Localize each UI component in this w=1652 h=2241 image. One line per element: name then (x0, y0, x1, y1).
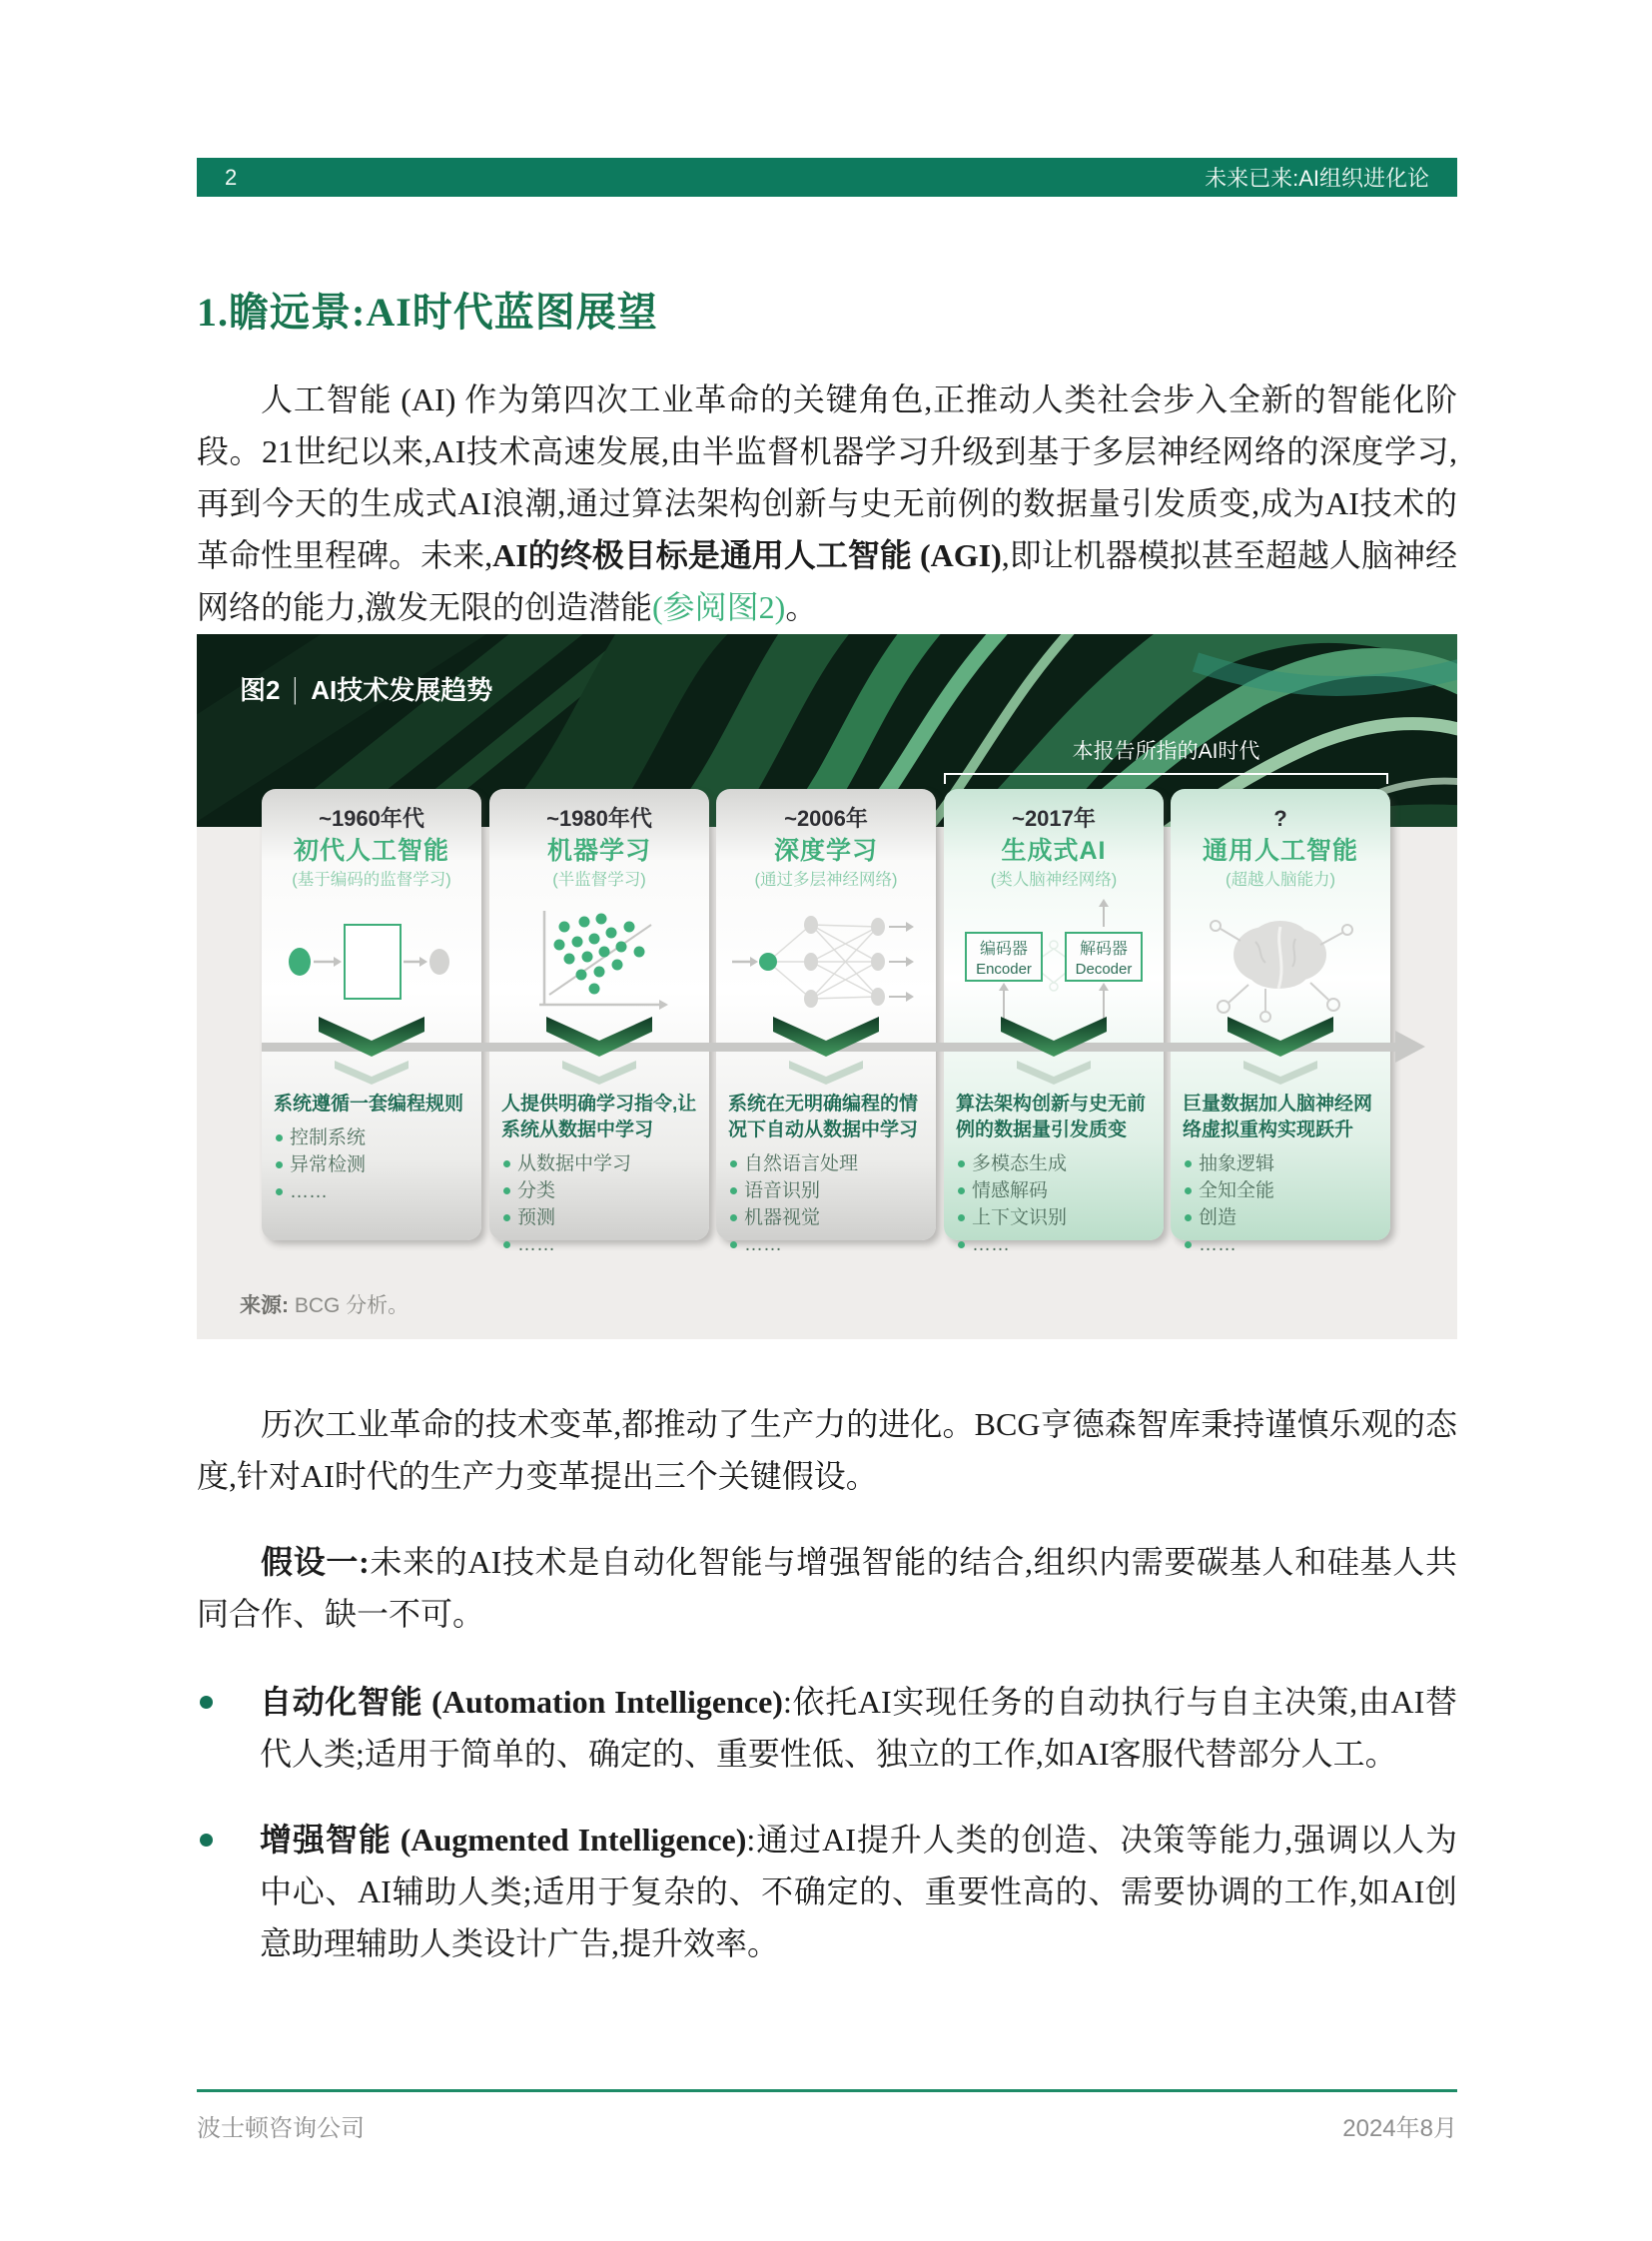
bullet-dot-icon (276, 1161, 283, 1168)
list-item (1183, 1150, 1378, 1177)
column-description (274, 1092, 469, 1205)
bullet-dot-icon (730, 1160, 737, 1167)
page-number: 2 (225, 164, 238, 190)
era-bracket (944, 773, 1388, 784)
chevron-down-icon (767, 1017, 885, 1092)
decoder-box-label-zh: 解码器 (1079, 941, 1129, 958)
year-label: ~2006年 (784, 806, 868, 831)
list-item (501, 1204, 697, 1231)
list-item (956, 1177, 1152, 1204)
year-label: ~1980年代 (546, 806, 652, 831)
bullet-dot-icon (1185, 1160, 1192, 1167)
chevron-down-icon (1222, 1017, 1339, 1092)
list-item (501, 1150, 697, 1177)
hypothesis-text: 未来的AI技术是自动化智能与增强智能的结合,组织内需要碳基人和硅基人共同合作、缺一不可。 (197, 1544, 1457, 1632)
column-title: 通用人工智能 (1202, 837, 1358, 865)
column-header (262, 789, 481, 892)
bullet-text: :通过AI提升人类的创造、决策等能力,强调以人为中心、AI辅助人类;适用于复杂的、不确定的、重要性高的、需要协调的工作,如AI创意助理辅助人类设计广告,提升效率。 (260, 1822, 1457, 1961)
list-item-label: 语音识别 (744, 1180, 821, 1201)
list-item-label: …… (744, 1234, 782, 1255)
column-title: 深度学习 (773, 837, 878, 865)
source-label: 来源: (240, 1294, 289, 1317)
column-header (944, 789, 1164, 892)
bullet-dot-icon (958, 1187, 965, 1194)
bullet-term: 增强智能 (Augmented Intelligence) (260, 1822, 747, 1858)
chevron-down-icon (313, 1017, 430, 1092)
list-item (728, 1204, 924, 1231)
footer (197, 2089, 1457, 2143)
bullet-dot-icon (276, 1134, 283, 1141)
figure-label-divider: | (293, 670, 298, 706)
source-note (240, 1289, 409, 1319)
list-item (1183, 1231, 1378, 1258)
timeline-column-2017 (944, 789, 1164, 1255)
list-item (728, 1177, 924, 1204)
intro-text-mid: ,即让机器模拟甚至超越人脑神经网络的能力,激发无限的创造潜能 (197, 537, 1457, 625)
column-description (1183, 1092, 1378, 1258)
encoder-decoder-illustration (944, 897, 1164, 1029)
encoder-box-label-en: Encoder (976, 961, 1032, 978)
column-subtitle: (通过多层神经网络) (754, 871, 898, 889)
hypothesis-label: 假设一: (261, 1544, 370, 1580)
bullet-dot-icon (503, 1187, 510, 1194)
list-item-label: 异常检测 (290, 1154, 367, 1175)
bullet-dot-icon (503, 1241, 510, 1248)
bullet-dot-icon (200, 1834, 213, 1847)
bullet-dot-icon (730, 1214, 737, 1221)
bullet-item (197, 1814, 1457, 1969)
section-heading: 1.瞻远景:AI时代蓝图展望 (197, 290, 658, 335)
column-subtitle: (半监督学习) (552, 871, 646, 889)
header-title: 未来已来:AI组织进化论 (1205, 166, 1429, 191)
list-item (1183, 1204, 1378, 1231)
list-item-label: …… (972, 1234, 1010, 1255)
bullet-term: 自动化智能 (Automation Intelligence) (260, 1684, 783, 1720)
description-title: 人提供明确学习指令,让系统从数据中学习 (501, 1094, 697, 1140)
list-item (274, 1151, 469, 1178)
timeline-column-2006 (716, 789, 936, 1255)
column-title: 机器学习 (546, 837, 651, 865)
intro-text-end: 。 (785, 589, 818, 625)
list-item (956, 1150, 1152, 1177)
list-item (956, 1204, 1152, 1231)
list-item (274, 1124, 469, 1151)
list-item (728, 1150, 924, 1177)
bullet-dot-icon (503, 1160, 510, 1167)
hypothesis-paragraph (197, 1536, 1457, 1640)
chevron-down-icon (995, 1017, 1113, 1092)
column-subtitle: (基于编码的监督学习) (292, 871, 451, 889)
list-item-label: 自然语言处理 (744, 1153, 859, 1174)
bullet-dot-icon (1185, 1214, 1192, 1221)
column-description (956, 1092, 1152, 1258)
column-header (716, 789, 936, 892)
year-label: ? (1273, 806, 1287, 831)
figure-label (240, 670, 492, 707)
bullet-dot-icon (730, 1187, 737, 1194)
bullet-dot-icon (276, 1188, 283, 1195)
intro-text-pre: 人工智能 (AI) 作为第四次工业革命的关键角色,正推动人类社会步入全新的智能化阶段。21世纪以来,AI技术高速发展,由半监督机器学习升级到基于多层神经网络的深度学习,再到今天的生成式AI浪潮,通过算法架构创新与史无前例的数据量引发质变,成为AI技术的革命性里程碑。未来, (197, 381, 1457, 573)
encoder-box-label-zh: 编码器 (979, 941, 1029, 958)
bullet-dot-icon (958, 1241, 965, 1248)
list-item-label: …… (517, 1234, 555, 1255)
chevron-down-icon (540, 1017, 658, 1092)
list-item-label: 预测 (517, 1207, 556, 1228)
list-item (728, 1231, 924, 1258)
timeline-column-1960s (262, 789, 481, 1240)
list-item (274, 1178, 469, 1205)
list-item-label: 多模态生成 (972, 1153, 1068, 1174)
list-item (501, 1231, 697, 1258)
list-item-label: 情感解码 (972, 1180, 1049, 1201)
list-item-label: 分类 (517, 1180, 556, 1201)
list-item (956, 1231, 1152, 1258)
list-item-label: 上下文识别 (972, 1207, 1068, 1228)
year-label: ~2017年 (1012, 806, 1096, 831)
list-item-label: 全知全能 (1199, 1180, 1275, 1201)
bullet-dot-icon (1185, 1187, 1192, 1194)
column-subtitle: (类人脑神经网络) (990, 871, 1118, 889)
figure-ai-trends (197, 634, 1457, 1339)
brain-circuit-illustration (1171, 897, 1390, 1029)
list-item (501, 1177, 697, 1204)
source-text: BCG 分析。 (294, 1294, 410, 1317)
bullet-dot-icon (1185, 1241, 1192, 1248)
column-subtitle: (超越人脑能力) (1226, 871, 1335, 889)
list-item-label: 机器视觉 (744, 1207, 821, 1228)
column-description (501, 1092, 697, 1258)
intro-text-bold: AI的终极目标是通用人工智能 (AGI) (492, 537, 1002, 573)
footer-date: 2024年8月 (1342, 2115, 1457, 2142)
list-item-label: 创造 (1199, 1207, 1238, 1228)
list-item-label: 从数据中学习 (517, 1153, 632, 1174)
bullet-dot-icon (730, 1241, 737, 1248)
list-item (1183, 1177, 1378, 1204)
era-note: 本报告所指的AI时代 (1072, 740, 1260, 763)
timeline-column-1980s (489, 789, 709, 1255)
footer-company: 波士顿咨询公司 (197, 2115, 365, 2142)
year-label: ~1960年代 (319, 806, 424, 831)
figure-title: AI技术发展趋势 (311, 675, 493, 705)
bullet-dot-icon (200, 1696, 213, 1709)
column-title: 初代人工智能 (293, 837, 449, 865)
figure-number: 图2 (240, 675, 281, 705)
scatter-plot-illustration (489, 897, 709, 1029)
list-item-label: 抽象逻辑 (1199, 1153, 1275, 1174)
column-description (728, 1092, 924, 1258)
description-title: 算法架构创新与史无前例的数据量引发质变 (956, 1094, 1147, 1140)
bullet-list (197, 1676, 1457, 1969)
list-item-label: …… (290, 1181, 328, 1202)
intro-paragraph (197, 374, 1457, 633)
bullet-dot-icon (958, 1160, 965, 1167)
column-header (1171, 789, 1390, 892)
column-title: 生成式AI (1001, 837, 1107, 865)
list-item-label: 控制系统 (290, 1127, 367, 1148)
figure-reference-link[interactable]: (参阅图2) (652, 589, 786, 625)
neural-network-illustration (716, 897, 936, 1029)
description-title: 系统遵循一套编程规则 (274, 1094, 464, 1115)
bullet-dot-icon (958, 1214, 965, 1221)
list-item-label: …… (1199, 1234, 1237, 1255)
header-bar (197, 158, 1457, 197)
bullet-text: :依托AI实现任务的自动执行与自主决策,由AI替代人类;适用于简单的、确定的、重要性低、独立的工作,如AI客服代替部分人工。 (260, 1684, 1457, 1772)
column-header (489, 789, 709, 892)
body-paragraph: 历次工业革命的技术变革,都推动了生产力的进化。BCG亨德森智库秉持谨慎乐观的态度,针对AI时代的生产力变革提出三个关键假设。 (197, 1406, 1457, 1494)
timeline-column-agi (1171, 789, 1390, 1255)
description-title: 系统在无明确编程的情况下自动从数据中学习 (728, 1094, 919, 1140)
description-title: 巨量数据加人脑神经网络虚拟重构实现跃升 (1183, 1094, 1373, 1140)
bullet-item (197, 1676, 1457, 1780)
decoder-box-label-en: Decoder (1075, 961, 1133, 978)
bullet-dot-icon (503, 1214, 510, 1221)
flow-diagram-illustration (262, 897, 481, 1029)
